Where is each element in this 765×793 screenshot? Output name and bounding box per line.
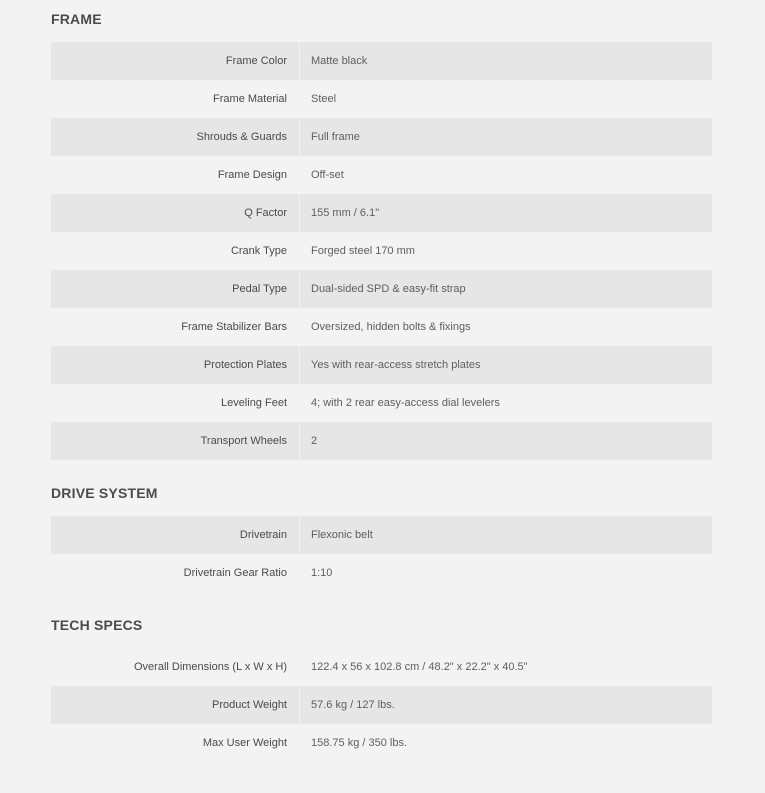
spec-row-drivetrain [51,516,712,554]
spec-row-product-weight [51,686,712,724]
spec-value: Oversized, hidden bolts & fixings [311,321,471,333]
spec-table-tech-specs [51,648,712,762]
spec-label: Overall Dimensions (L x W x H) [133,661,287,673]
spec-row-leveling-feet [51,384,712,422]
spec-label: Frame Design [217,169,287,181]
spec-row-max-user-weight [51,724,712,762]
spec-value: 4; with 2 rear easy-access dial levelers [311,397,500,409]
spec-label: Product Weight [211,699,287,711]
spec-label: Shrouds & Guards [196,131,287,143]
spec-row-crank-type [51,232,712,270]
spec-row-frame-color [51,42,712,80]
spec-label: Q Factor [244,207,287,219]
spec-label: Frame Stabilizer Bars [181,321,287,333]
spec-label: Pedal Type [232,283,287,295]
spec-table-frame [51,42,712,460]
spec-label: Transport Wheels [200,435,287,447]
spec-row-q-factor [51,194,712,232]
spec-label: Max User Weight [202,737,287,749]
spec-row-pedal-type [51,270,712,308]
section-title-frame: FRAME [51,11,102,27]
spec-row-frame-stabilizer-bars [51,308,712,346]
spec-value: Steel [311,93,337,105]
spec-value: Off-set [311,169,344,181]
section-title-drive-system: DRIVE SYSTEM [51,485,158,501]
spec-value: Matte black [311,55,368,67]
spec-row-drivetrain-gear-ratio [51,554,712,592]
spec-row-protection-plates [51,346,712,384]
spec-value: 158.75 kg / 350 lbs. [311,737,408,749]
spec-row-transport-wheels [51,422,712,460]
spec-value: Dual-sided SPD & easy-fit strap [311,283,466,295]
spec-value: 122.4 x 56 x 102.8 cm / 48.2" x 22.2" x 40.5" [311,661,528,673]
spec-value: 1:10 [311,567,333,579]
spec-value: Full frame [311,131,360,143]
section-title-tech-specs: TECH SPECS [51,617,143,633]
spec-value: 155 mm / 6.1" [311,207,380,219]
spec-value: 57.6 kg / 127 lbs. [311,699,395,711]
spec-label: Drivetrain [239,529,287,541]
spec-row-frame-material [51,80,712,118]
spec-label: Frame Material [213,93,287,105]
spec-row-frame-design [51,156,712,194]
spec-table-drive-system [51,516,712,592]
spec-value: 2 [311,435,318,447]
spec-label: Drivetrain Gear Ratio [183,567,287,579]
spec-label: Protection Plates [203,359,287,371]
spec-label: Frame Color [225,55,287,67]
spec-row-shrouds-guards [51,118,712,156]
spec-label: Leveling Feet [220,397,287,409]
spec-value: Forged steel 170 mm [311,245,415,257]
spec-label: Crank Type [230,245,287,257]
spec-value: Yes with rear-access stretch plates [311,359,481,371]
spec-value: Flexonic belt [311,529,373,541]
spec-row-overall-dimensions [51,648,712,686]
